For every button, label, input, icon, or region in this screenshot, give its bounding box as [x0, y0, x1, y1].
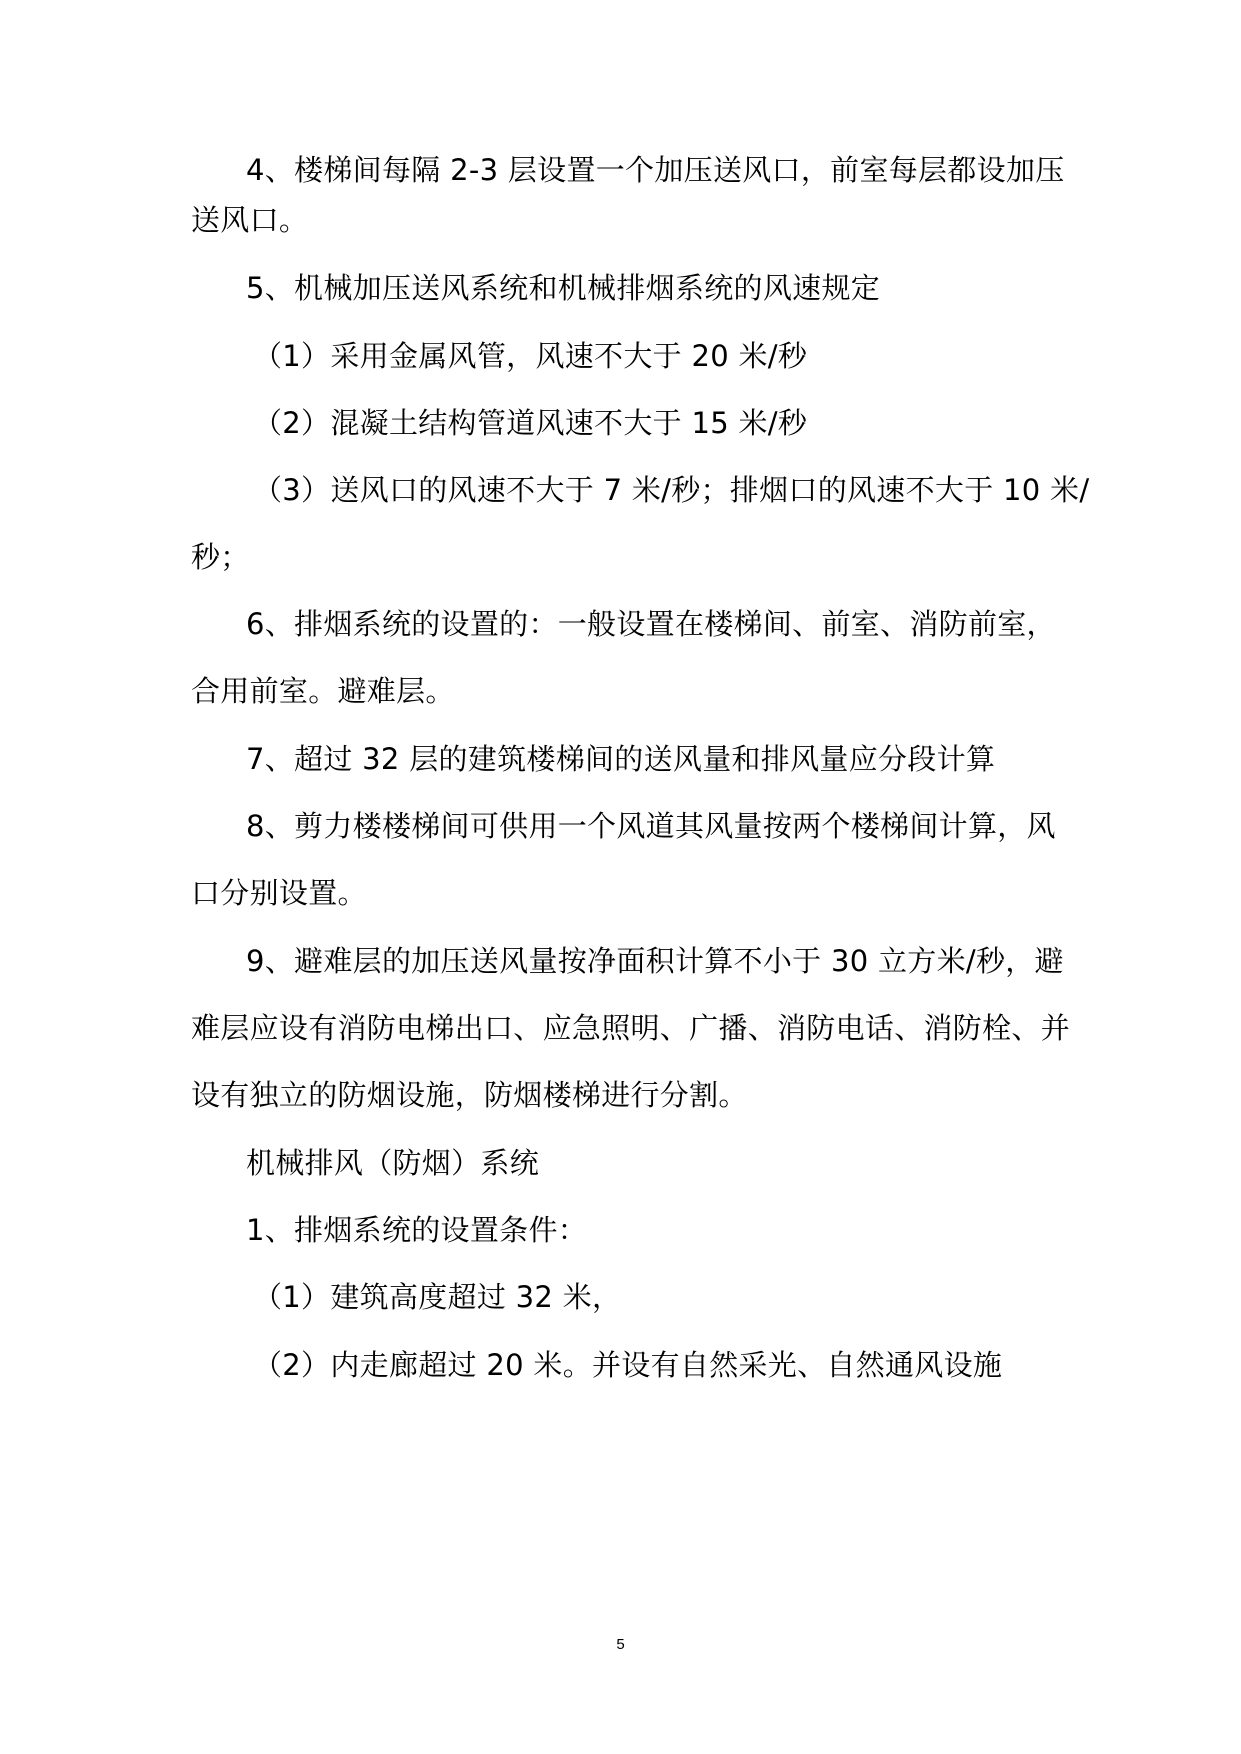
paragraph-line: 7、超过 32 层的建筑楼梯间的送风量和排风量应分段计算 — [246, 742, 996, 776]
paragraph-line: 设有独立的防烟设施，防烟楼梯进行分割。 — [191, 1078, 748, 1112]
section-heading: 机械排风（防烟）系统 — [246, 1146, 540, 1180]
paragraph-line: 送风口。 — [191, 203, 309, 237]
paragraph-line: （2）混凝土结构管道风速不大于 15 米/秒 — [253, 406, 808, 440]
paragraph-line: （3）送风口的风速不大于 7 米/秒；排烟口的风速不大于 10 米/ — [253, 473, 1090, 507]
paragraph-line: （1）采用金属风管，风速不大于 20 米/秒 — [253, 339, 808, 373]
paragraph-line: 1、排烟系统的设置条件： — [246, 1213, 588, 1247]
paragraph-line: 口分别设置。 — [191, 876, 367, 910]
paragraph-line: （2）内走廊超过 20 米。并设有自然采光、自然通风设施 — [253, 1348, 1003, 1382]
page-number: 5 — [616, 1636, 625, 1653]
paragraph-line: 秒； — [191, 540, 250, 574]
paragraph-line: （1）建筑高度超过 32 米， — [253, 1280, 622, 1314]
paragraph-line: 9、避难层的加压送风量按净面积计算不小于 30 立方米/秒，避 — [246, 944, 1064, 978]
paragraph-line: 5、机械加压送风系统和机械排烟系统的风速规定 — [246, 271, 881, 305]
paragraph-line: 6、排烟系统的设置的：一般设置在楼梯间、前室、消防前室， — [246, 607, 1056, 641]
paragraph-line: 8、剪力楼楼梯间可供用一个风道其风量按两个楼梯间计算，风 — [246, 809, 1056, 843]
paragraph-line: 难层应设有消防电梯出口、应急照明、广播、消防电话、消防栓、并 — [191, 1011, 1071, 1045]
paragraph-line: 合用前室。避难层。 — [191, 674, 455, 708]
paragraph-line: 4、楼梯间每隔 2-3 层设置一个加压送风口，前室每层都设加压 — [246, 153, 1065, 187]
